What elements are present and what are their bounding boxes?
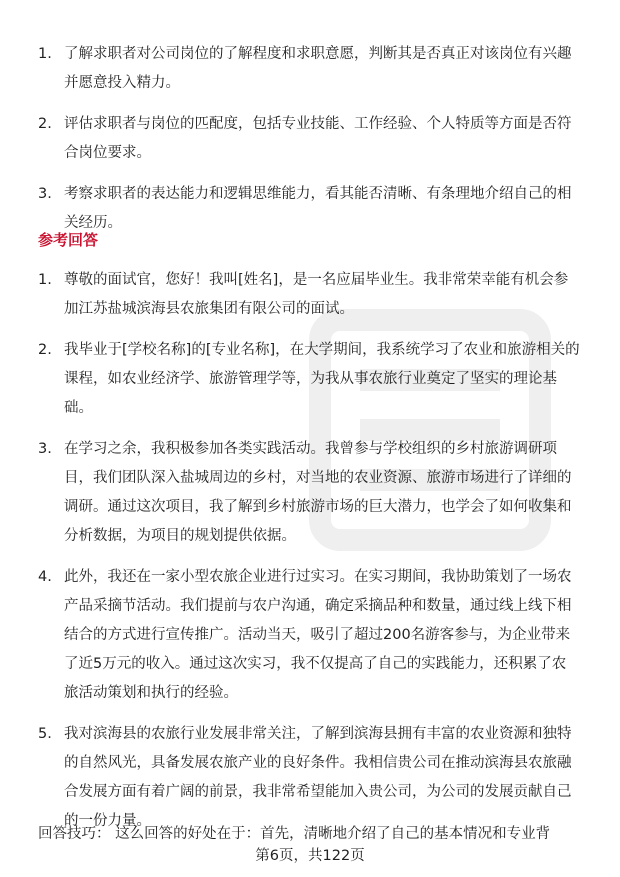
list-item	[0, 563, 620, 708]
list-item	[0, 435, 620, 551]
item-number: 1.	[38, 46, 52, 62]
intro-list	[0, 40, 620, 250]
item-text: 我毕业于[学校名称]的[专业名称]，在大学期间，我系统学习了农业和旅游相关的课程，如农业经济学、旅游管理学等，为我从事农旅行业奠定了坚实的理论基础。	[64, 342, 580, 416]
item-number: 2.	[38, 342, 52, 358]
item-number: 4.	[38, 569, 52, 585]
list-item	[0, 110, 620, 168]
item-text: 在学习之余，我积极参加各类实践活动。我曾参与学校组织的乡村旅游调研项目，我们团队深入盐城周边的乡村，对当地的农业资源、旅游市场进行了详细的调研。通过这次项目，我了解到乡村旅游市场的巨大潜力，也学会了如何收集和分析数据，为项目的规划提供依据。	[64, 441, 572, 544]
item-number: 1.	[38, 272, 52, 288]
answer-tip: 回答技巧： 这么回答的好处在于：首先，清晰地介绍了自己的基本情况和专业背	[38, 826, 551, 842]
item-text: 此外，我还在一家小型农旅企业进行过实习。在实习期间，我协助策划了一场农产品采摘节活动。我们提前与农户沟通，确定采摘品种和数量，通过线上线下相结合的方式进行宣传推广。活动当天，吸引了超过200名游客参与，为企业带来了近5万元的收入。通过这次实习，我不仅提高了自己的实践能力，还积累了农旅活动策划和执行的经验。	[64, 569, 572, 701]
item-number: 5.	[38, 726, 52, 742]
item-text: 尊敬的面试官，您好！我叫[姓名]，是一名应届毕业生。我非常荣幸能有机会参加江苏盐城滨海县农旅集团有限公司的面试。	[64, 272, 569, 317]
page-number: 第6页，共122页	[255, 848, 365, 864]
item-number: 3.	[38, 441, 52, 457]
item-text: 评估求职者与岗位的匹配度，包括专业技能、工作经验、个人特质等方面是否符合岗位要求。	[64, 116, 572, 161]
list-item	[0, 40, 620, 98]
item-number: 3.	[38, 186, 52, 202]
item-text: 我对滨海县的农旅行业发展非常关注，了解到滨海县拥有丰富的农业资源和独特的自然风光，具备发展农旅产业的良好条件。我相信贵公司在推动滨海县农旅融合发展方面有着广阔的前景，我非常希望能加入贵公司，为公司的发展贡献自己的一份力量。	[64, 726, 572, 829]
list-item	[0, 336, 620, 423]
section-title: 参考回答	[38, 231, 99, 249]
list-item	[0, 266, 620, 324]
item-number: 2.	[38, 116, 52, 132]
item-text: 了解求职者对公司岗位的了解程度和求职意愿，判断其是否真正对该岗位有兴趣并愿意投入精力。	[64, 46, 572, 91]
item-text: 考察求职者的表达能力和逻辑思维能力，看其能否清晰、有条理地介绍自己的相关经历。	[64, 186, 572, 231]
answer-list	[0, 266, 620, 848]
list-item	[0, 720, 620, 836]
